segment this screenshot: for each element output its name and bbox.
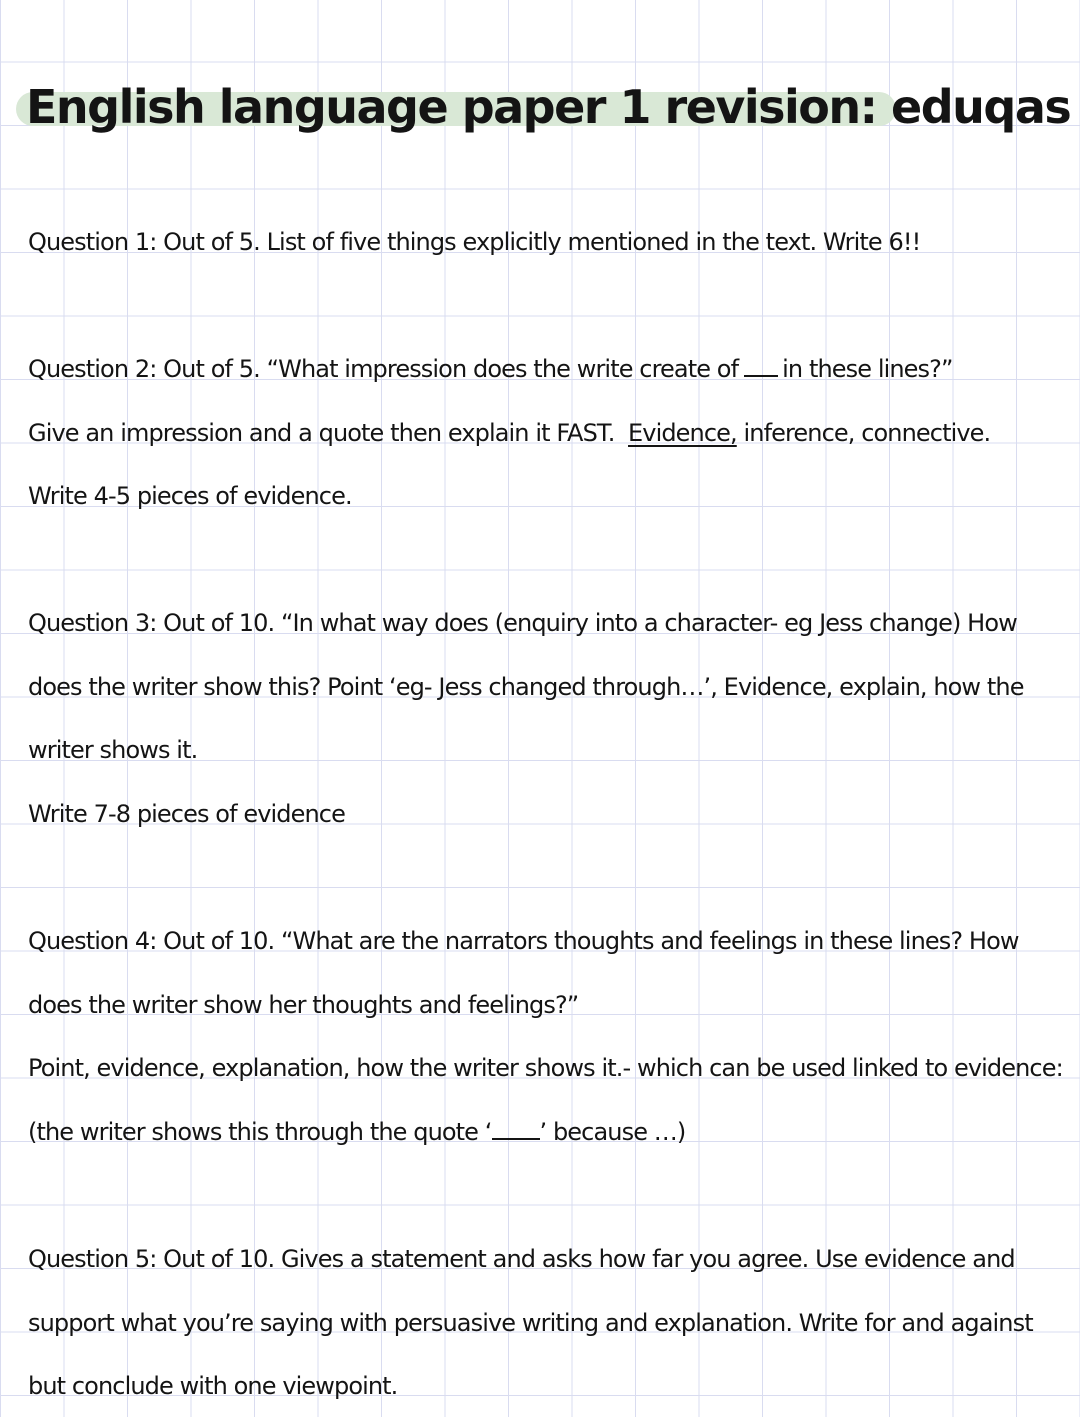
question-4-line-1: Question 4: Out of 10. “What are the narrators thoughts and feelings in these lines? How (28, 927, 1019, 955)
question-3-line-1: Question 3: Out of 10. “In what way does (enquiry into a character- eg Jess change) How (28, 609, 1017, 637)
question-4-line-4 (28, 1112, 685, 1152)
question-2-line-2 (28, 413, 990, 453)
question-2-line-1 (28, 349, 953, 389)
question-2-line-1-start: Question 2: Out of 5. “What impression does the write create of (28, 355, 739, 383)
answer-blank (744, 355, 778, 377)
question-2-line-3: Write 4-5 pieces of evidence. (28, 482, 352, 510)
question-3-line-4: Write 7-8 pieces of evidence (28, 800, 345, 828)
question-1-line-1: Question 1: Out of 5. List of five things explicitly mentioned in the text. Write 6!! (28, 228, 921, 256)
question-5-line-2: support what you’re saying with persuasive writing and explanation. Write for and against (28, 1309, 1033, 1337)
question-2-line-1-end: in these lines?” (782, 355, 953, 383)
question-5-line-1: Question 5: Out of 10. Gives a statement and asks how far you agree. Use evidence and (28, 1245, 1015, 1273)
question-3-line-3: writer shows it. (28, 736, 198, 764)
question-2-line-2-start: Give an impression and a quote then explain it FAST. (28, 419, 615, 447)
question-3-line-2: does the writer show this? Point ‘eg- Jess changed through…’, Evidence, explain, how the (28, 673, 1024, 701)
quote-blank (492, 1118, 540, 1140)
question-4-line-4-end: ’ because …) (539, 1118, 686, 1146)
question-4-line-4-start: (the writer shows this through the quote ‘ (28, 1118, 492, 1146)
underlined-evidence: Evidence, (628, 419, 737, 447)
question-4-line-3: Point, evidence, explanation, how the writer shows it.- which can be used linked to evidence: (28, 1054, 1063, 1082)
page-title: English language paper 1 revision: eduqas (26, 80, 1071, 134)
question-5-line-3: but conclude with one viewpoint. (28, 1372, 398, 1400)
question-2-line-2-end: inference, connective. (736, 419, 991, 447)
question-4-line-2: does the writer show her thoughts and feelings?” (28, 991, 579, 1019)
